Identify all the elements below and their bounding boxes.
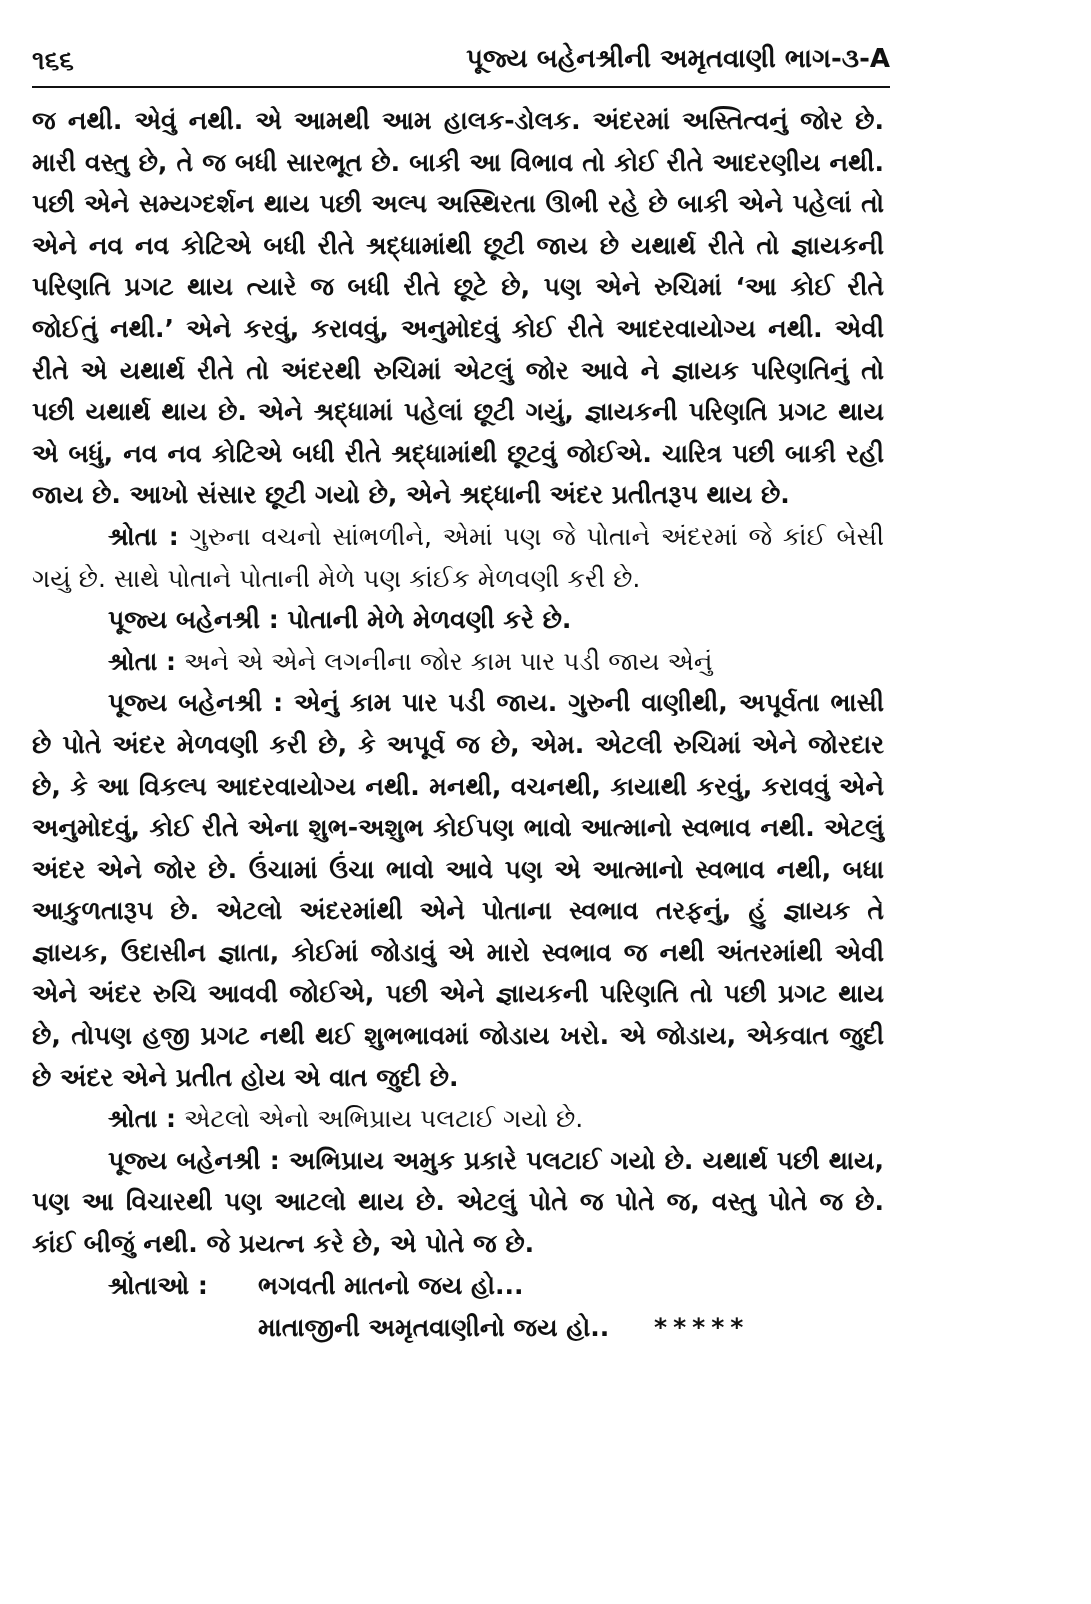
page-header xyxy=(32,40,890,84)
listener-question-3 xyxy=(32,1098,884,1140)
listener-question-1 xyxy=(32,516,884,599)
question-text: અને એ એને લગનીના જોર કામ પાર પડી જાય એનું xyxy=(176,646,713,676)
question-text: ગુરુના વચનો સાંભળીને, એમાં પણ જે પોતાને અંદરમાં જે કાંઈ બેસી ગયું છે. સાથે પોતાને પોતાની મેળે પણ કાંઈક મેળવણી કરી છે. xyxy=(32,521,884,593)
speaker-bahenshri: પૂજ્ય બહેનશ્રી : xyxy=(108,688,284,718)
bahenshri-answer-2 xyxy=(32,682,884,1098)
speaker-listener: શ્રોતા : xyxy=(108,521,179,551)
closing-salutation xyxy=(32,1265,884,1349)
bahenshri-answer-3 xyxy=(32,1140,884,1265)
speaker-listener: શ્રોતા : xyxy=(108,646,177,676)
bahenshri-answer-1 xyxy=(32,599,884,641)
header-rule xyxy=(32,86,890,88)
paragraph-continuation: જ નથી. એવું નથી. એ આમથી આમ હાલક-ડોલક. અંદરમાં અસ્તિત્વનું જોર છે. મારી વસ્તુ છે, તે જ બધી સારભૂત છે. બાકી આ વિભાવ તો કોઈ રીતે આદરણીય નથી. પછી એને સમ્યગ્દર્શન થાય પછી અલ્પ અસ્થિરતા ઊભી રહે છે બાકી એને પહેલાં તો એને નવ નવ કોટિએ બધી રીતે શ્રદ્ધામાંથી છૂટી જાય છે યથાર્થ રીતે તો જ્ઞાયકની પરિણતિ પ્રગટ થાય ત્યારે જ બધી રીતે છૂટે છે, પણ એને રુચિમાં ‘આ કોઈ રીતે જોઈતું નથી.’ એને કરવું, કરાવવું, અનુમોદવું કોઈ રીતે આદરવાયોગ્ય નથી. એવી રીતે એ યથાર્થ રીતે તો અંદરથી રુચિમાં એટલું જોર આવે ને જ્ઞાયક પરિણતિનું તો પછી યથાર્થ થાય છે. એને શ્રદ્ધામાં પહેલાં છૂટી ગયું, જ્ઞાયકની પરિણતિ પ્રગટ થાય એ બધું, નવ નવ કોટિએ બધી રીતે શ્રદ્ધામાંથી છૂટવું જોઈએ. ચારિત્ર પછી બાકી રહી જાય છે. આખો સંસાર છૂટી ગયો છે, એને શ્રદ્ધાની અંદર પ્રતીતરૂપ થાય છે. xyxy=(32,106,884,510)
page-body xyxy=(32,100,884,1349)
section-end-stars: ***** xyxy=(654,1312,750,1342)
salutation-line-1: ભગવતી માતનો જય હો... xyxy=(258,1270,524,1300)
listener-question-2 xyxy=(32,641,884,683)
speaker-listeners: શ્રોતાઓ : xyxy=(108,1270,208,1300)
answer-text: અભિપ્રાય અમુક પ્રકારે પલટાઈ ગયો છે. યથાર્થ પછી થાય, પણ આ વિચારથી પણ આટલો થાય છે. એટલું પોતે જ પોતે જ, વસ્તુ પોતે જ છે. કાંઈ બીજું નથી. જે પ્રયત્ન કરે છે, એ પોતે જ છે. xyxy=(32,1145,884,1259)
speaker-bahenshri: પૂજ્ય બહેનશ્રી : xyxy=(108,1145,280,1175)
speaker-listener: શ્રોતા : xyxy=(108,1104,177,1134)
question-text: એટલો એનો અભિપ્રાય પલટાઈ ગયો છે. xyxy=(176,1104,584,1134)
answer-text: એનું કામ પાર પડી જાય. ગુરુની વાણીથી, અપૂર્વતા ભાસી છે પોતે અંદર મેળવણી કરી છે, કે અપૂર્વ જ છે, એમ. એટલી રુચિમાં એને જોરદાર છે, કે આ વિકલ્પ આદરવાયોગ્ય નથી. મનથી, વચનથી, કાયાથી કરવું, કરાવવું એને અનુમોદવું, કોઈ રીતે એના શુભ-અશુભ કોઈપણ ભાવો આત્માનો સ્વભાવ નથી. એટલું અંદર એને જોર છે. ઉંચામાં ઉંચા ભાવો આવે પણ એ આત્માનો સ્વભાવ નથી, બધા આકુળતારૂપ છે. એટલો અંદરમાંથી એને પોતાના સ્વભાવ તરફનું, હું જ્ઞાયક તે જ્ઞાયક, ઉદાસીન જ્ઞાતા, કોઈમાં જોડાવું એ મારો સ્વભાવ જ નથી અંતરમાંથી એવી એને અંદર રુચિ આવવી જોઈએ, પછી એને જ્ઞાયકની પરિણતિ તો પછી પ્રગટ થાય છે, તોપણ હજી પ્રગટ નથી થઈ શુભભાવમાં જોડાય ખરો. એ જોડાય, એકવાત જુદી છે અંદર એને પ્રતીત હોય એ વાત જુદી છે. xyxy=(32,688,884,1092)
salutation-line-2: માતાજીની અમૃતવાણીનો જય હો.. xyxy=(258,1312,610,1342)
page-number: ૧૬૬ xyxy=(32,46,74,76)
running-title: પૂજ્ય બહેનશ્રીની અમૃતવાણી ભાગ-૩-A xyxy=(466,44,890,74)
answer-text: પોતાની મેળે મેળવણી કરે છે. xyxy=(278,605,572,635)
speaker-bahenshri: પૂજ્ય બહેનશ્રી : xyxy=(108,605,279,635)
